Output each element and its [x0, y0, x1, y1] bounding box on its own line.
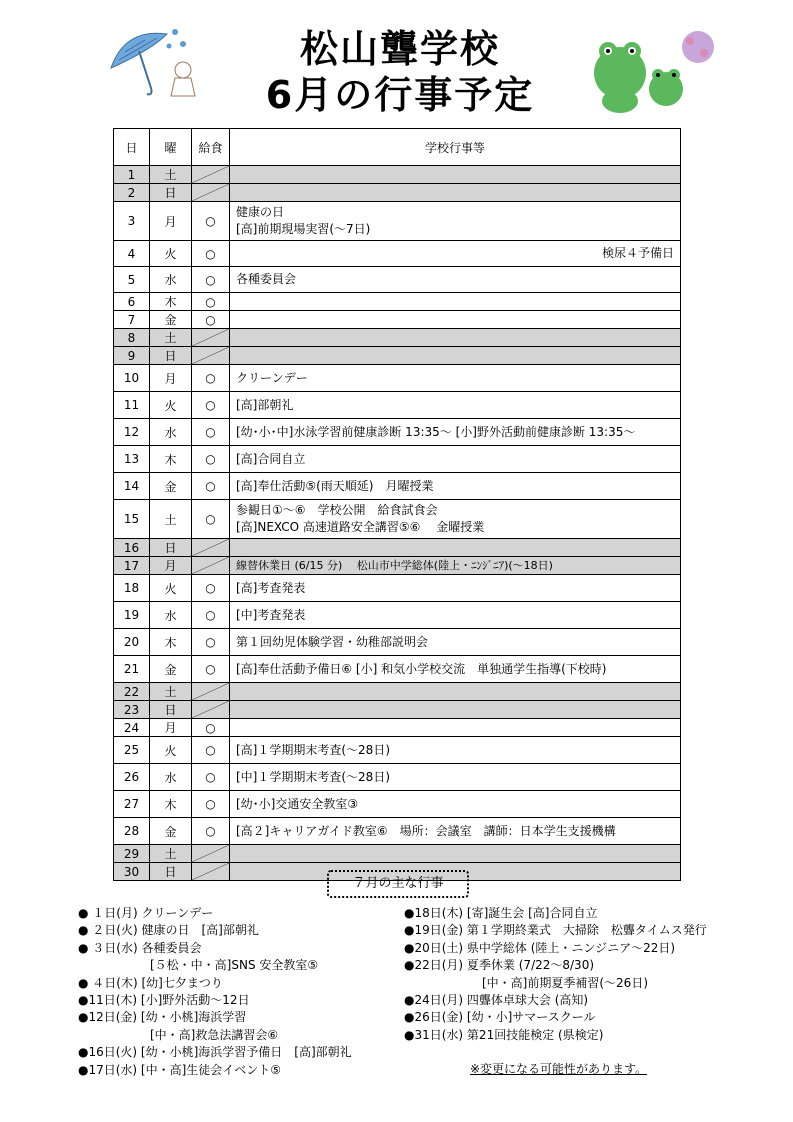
weekday-cell: 日 [150, 184, 192, 202]
events-cell [230, 365, 681, 392]
table-row [114, 764, 681, 791]
events-cell [230, 539, 681, 557]
july-item-text: 24日(月) 四聾体卓球大会 (高知) [414, 993, 589, 1007]
july-item [404, 992, 588, 1009]
weekday-cell: 木 [150, 629, 192, 656]
july-item [404, 905, 597, 922]
day-cell: 24 [114, 719, 150, 737]
table-row [114, 329, 681, 347]
day-cell: 1 [114, 166, 150, 184]
day-cell: 16 [114, 539, 150, 557]
no-lunch-slash [192, 166, 229, 183]
weekday-cell: 金 [150, 311, 192, 329]
weekday-cell: 金 [150, 818, 192, 845]
table-row [114, 202, 681, 241]
july-item-text: １日(月) クリーンデー [88, 906, 214, 920]
day-cell: 28 [114, 818, 150, 845]
bullet-icon: ● [78, 1045, 89, 1060]
lunch-cell [192, 863, 230, 881]
events-cell [230, 602, 681, 629]
weekday-cell: 土 [150, 500, 192, 539]
event-line: [高]奉仕活動⑤(雨天順延) 月曜授業 [236, 478, 434, 493]
lunch-cell: ○ [192, 365, 230, 392]
events-cell [230, 719, 681, 737]
day-cell: 19 [114, 602, 150, 629]
table-row [114, 419, 681, 446]
lunch-cell: ○ [192, 241, 230, 267]
weekday-cell: 日 [150, 863, 192, 881]
weekday-cell: 火 [150, 241, 192, 267]
july-item-text: 11日(木) [小]野外活動～12日 [88, 993, 250, 1007]
july-item [404, 1027, 603, 1044]
no-lunch-slash [192, 701, 229, 718]
table-row [114, 656, 681, 683]
july-heading: ７月の主な行事 [327, 870, 469, 898]
no-lunch-slash [192, 863, 229, 880]
lunch-cell: ○ [192, 602, 230, 629]
weekday-cell: 土 [150, 329, 192, 347]
table-row [114, 166, 681, 184]
events-cell [230, 184, 681, 202]
weekday-cell: 水 [150, 602, 192, 629]
july-item [150, 1027, 278, 1044]
events-cell [230, 419, 681, 446]
events-cell [230, 764, 681, 791]
lunch-cell: ○ [192, 419, 230, 446]
july-item-text: 20日(土) 県中学総体 (陸上・ニンジニア～22日) [414, 940, 676, 955]
day-cell: 25 [114, 737, 150, 764]
events-cell [230, 656, 681, 683]
lunch-cell: ○ [192, 446, 230, 473]
july-item [404, 922, 707, 939]
events-cell [230, 557, 681, 575]
page-title-month: 6月の行事予定 [265, 73, 535, 117]
july-item [482, 975, 648, 992]
lunch-cell: ○ [192, 719, 230, 737]
event-line: [中]１学期期末考査(～28日) [236, 769, 390, 784]
event-line: 第１回幼児体験学習・幼稚部説明会 [236, 634, 429, 649]
events-cell [230, 473, 681, 500]
day-cell: 12 [114, 419, 150, 446]
july-item-text: ３日(水) 各種委員会 [88, 940, 202, 955]
day-cell: 15 [114, 500, 150, 539]
no-lunch-slash [192, 683, 229, 700]
july-item [78, 975, 223, 992]
weekday-cell: 日 [150, 347, 192, 365]
bullet-icon: ● [78, 923, 89, 938]
bullet-icon: ● [404, 923, 415, 938]
weekday-cell: 月 [150, 719, 192, 737]
weekday-cell: 土 [150, 683, 192, 701]
day-cell: 21 [114, 656, 150, 683]
day-cell: 11 [114, 392, 150, 419]
event-line: [高]１学期期末考査(～28日) [236, 742, 390, 757]
day-cell: 22 [114, 683, 150, 701]
weekday-cell: 水 [150, 764, 192, 791]
event-line: [高]考査発表 [236, 580, 306, 595]
lunch-cell [192, 845, 230, 863]
weekday-cell: 金 [150, 473, 192, 500]
bullet-icon: ● [78, 1010, 89, 1025]
weekday-cell: 月 [150, 365, 192, 392]
table-row [114, 701, 681, 719]
lunch-cell [192, 329, 230, 347]
bullet-icon: ● [78, 993, 89, 1007]
event-line: [幼･小･中]水泳学習前健康診断 13:35～ [小]野外活動前健康診断 13:35～ [236, 424, 636, 439]
events-cell [230, 267, 681, 293]
events-cell [230, 166, 681, 184]
weekday-cell: 金 [150, 656, 192, 683]
table-row [114, 446, 681, 473]
day-cell: 4 [114, 241, 150, 267]
header-day: 日 [114, 129, 150, 166]
events-cell [230, 818, 681, 845]
lunch-cell [192, 166, 230, 184]
july-item [78, 1044, 352, 1061]
umbrella-illustration [105, 20, 200, 110]
bullet-icon: ● [404, 940, 415, 955]
table-row [114, 791, 681, 818]
weekday-cell: 水 [150, 267, 192, 293]
day-cell: 10 [114, 365, 150, 392]
table-row [114, 293, 681, 311]
july-item [404, 957, 594, 974]
july-item [78, 905, 213, 922]
events-cell [230, 500, 681, 539]
lunch-cell [192, 347, 230, 365]
lunch-cell: ○ [192, 818, 230, 845]
day-cell: 20 [114, 629, 150, 656]
day-cell: 6 [114, 293, 150, 311]
events-cell [230, 202, 681, 241]
events-cell [230, 347, 681, 365]
table-row [114, 629, 681, 656]
event-line: [中]考査発表 [236, 607, 306, 622]
schedule-table [113, 128, 681, 881]
lunch-cell [192, 683, 230, 701]
table-row [114, 683, 681, 701]
events-cell [230, 241, 681, 267]
no-lunch-slash [192, 347, 229, 364]
day-cell: 8 [114, 329, 150, 347]
table-row [114, 737, 681, 764]
weekday-cell: 日 [150, 539, 192, 557]
events-cell [230, 845, 681, 863]
weekday-cell: 木 [150, 791, 192, 818]
bullet-icon: ● [78, 1062, 89, 1077]
lunch-cell: ○ [192, 500, 230, 539]
table-row [114, 818, 681, 845]
event-line: 線替休業日 (6/15 分) 松山市中学総体(陸上・ﾆﾝｼﾞﾆｱ)(～18日) [236, 558, 553, 572]
july-item [78, 1062, 281, 1079]
lunch-cell [192, 557, 230, 575]
bullet-icon: ● [404, 1027, 415, 1042]
july-item-text: ２日(火) 健康の日 [高]部朝礼 [88, 923, 259, 938]
header-lunch: 給食 [192, 129, 230, 166]
table-header-row [114, 129, 681, 166]
no-lunch-slash [192, 845, 229, 862]
table-row [114, 845, 681, 863]
july-item-text: 12日(金) [幼・小桃]海浜学習 [88, 1010, 247, 1025]
event-line: [高]奉仕活動予備日⑥ [小] 和気小学校交流 単独通学生指導(下校時) [236, 661, 607, 676]
july-item-text: ４日(木) [幼]七夕まつり [88, 975, 223, 990]
july-item [78, 940, 201, 957]
events-cell [230, 311, 681, 329]
july-item [78, 1009, 246, 1026]
day-cell: 18 [114, 575, 150, 602]
lunch-cell: ○ [192, 202, 230, 241]
events-cell [230, 575, 681, 602]
lunch-cell: ○ [192, 473, 230, 500]
lunch-cell: ○ [192, 392, 230, 419]
july-item-text: [５松・中・高]SNS 安全教室⑤ [150, 958, 319, 973]
page-title-school: 松山聾学校 [299, 27, 500, 71]
day-cell: 27 [114, 791, 150, 818]
no-lunch-slash [192, 557, 229, 574]
day-cell: 5 [114, 267, 150, 293]
event-line: 参観日①～⑥ 学校公開 給食試食会 [236, 503, 438, 517]
lunch-cell: ○ [192, 267, 230, 293]
table-row [114, 473, 681, 500]
table-row [114, 365, 681, 392]
weekday-cell: 水 [150, 419, 192, 446]
july-item-text: [中・高]救急法講習会⑥ [150, 1027, 279, 1042]
weekday-cell: 火 [150, 575, 192, 602]
day-cell: 17 [114, 557, 150, 575]
lunch-cell: ○ [192, 656, 230, 683]
bullet-icon: ● [78, 940, 89, 955]
event-line: [高]NEXCO 高速道路安全講習⑤⑥ 金曜授業 [236, 520, 485, 534]
frog-illustration [590, 25, 720, 117]
events-cell [230, 392, 681, 419]
table-row [114, 557, 681, 575]
bullet-icon: ● [404, 993, 415, 1007]
events-cell [230, 629, 681, 656]
table-row [114, 267, 681, 293]
weekday-cell: 土 [150, 845, 192, 863]
event-line: 各種委員会 [236, 272, 297, 286]
events-cell [230, 701, 681, 719]
july-item [78, 992, 250, 1009]
table-row [114, 500, 681, 539]
lunch-cell: ○ [192, 293, 230, 311]
no-lunch-slash [192, 184, 229, 201]
event-line: [高]前期現場実習(～7日) [236, 222, 371, 236]
july-item [404, 940, 675, 957]
weekday-cell: 火 [150, 737, 192, 764]
bullet-icon: ● [404, 958, 415, 973]
event-line: 検尿４予備日 [601, 246, 674, 260]
table-row [114, 719, 681, 737]
table-row [114, 602, 681, 629]
july-item [78, 922, 259, 939]
lunch-cell: ○ [192, 764, 230, 791]
table-row [114, 311, 681, 329]
events-cell [230, 293, 681, 311]
weekday-cell: 月 [150, 202, 192, 241]
no-lunch-slash [192, 539, 229, 556]
july-item-text: [中・高]前期夏季補習(～26日) [482, 975, 648, 990]
header-events: 学校行事等 [230, 129, 681, 166]
lunch-cell [192, 701, 230, 719]
day-cell: 7 [114, 311, 150, 329]
event-line: [高２]キャリアガイド教室⑥ 場所：会議室 講師：日本学生支援機構 [236, 823, 616, 838]
weekday-cell: 火 [150, 392, 192, 419]
day-cell: 9 [114, 347, 150, 365]
july-item-text: 22日(月) 夏季休業 (7/22～8/30) [414, 958, 595, 973]
events-cell [230, 737, 681, 764]
weekday-cell: 土 [150, 166, 192, 184]
table-row [114, 241, 681, 267]
table-row [114, 347, 681, 365]
lunch-cell: ○ [192, 737, 230, 764]
bullet-icon: ● [404, 906, 415, 920]
lunch-cell: ○ [192, 575, 230, 602]
day-cell: 13 [114, 446, 150, 473]
day-cell: 26 [114, 764, 150, 791]
weekday-cell: 月 [150, 557, 192, 575]
lunch-cell [192, 184, 230, 202]
lunch-cell: ○ [192, 629, 230, 656]
events-cell [230, 329, 681, 347]
july-item-text: 26日(金) [幼・小]サマースクール [414, 1010, 596, 1025]
change-note: ※変更になる可能性があります。 [470, 1062, 648, 1076]
day-cell: 3 [114, 202, 150, 241]
event-line: クリーンデー [236, 370, 308, 385]
day-cell: 29 [114, 845, 150, 863]
july-item-text: 19日(金) 第１学期終業式 大掃除 松聾タイムス発行 [414, 923, 707, 938]
day-cell: 23 [114, 701, 150, 719]
table-row [114, 539, 681, 557]
event-line: [高]合同自立 [236, 451, 306, 466]
july-item-text: 17日(水) [中・高]生徒会イベント⑤ [88, 1062, 282, 1077]
table-row [114, 184, 681, 202]
lunch-cell: ○ [192, 791, 230, 818]
event-line: [高]部朝礼 [236, 397, 294, 412]
no-lunch-slash [192, 329, 229, 346]
july-item-text: 16日(火) [幼・小桃]海浜学習予備日 [高]部朝礼 [88, 1045, 352, 1060]
events-cell [230, 446, 681, 473]
weekday-cell: 日 [150, 701, 192, 719]
bullet-icon: ● [78, 906, 89, 920]
day-cell: 30 [114, 863, 150, 881]
table-row [114, 575, 681, 602]
event-line: 健康の日 [236, 205, 285, 219]
weekday-cell: 木 [150, 293, 192, 311]
table-row [114, 392, 681, 419]
july-item-text: 31日(水) 第21回技能検定 (県検定) [414, 1027, 604, 1042]
events-cell [230, 683, 681, 701]
event-line: [幼･小]交通安全教室③ [236, 796, 359, 811]
july-item-text: 18日(木) [寄]誕生会 [高]合同自立 [414, 906, 598, 920]
lunch-cell [192, 539, 230, 557]
events-cell [230, 791, 681, 818]
day-cell: 2 [114, 184, 150, 202]
day-cell: 14 [114, 473, 150, 500]
lunch-cell: ○ [192, 311, 230, 329]
header-weekday: 曜 [150, 129, 192, 166]
weekday-cell: 木 [150, 446, 192, 473]
july-item [150, 957, 318, 974]
bullet-icon: ● [404, 1010, 415, 1025]
july-item [404, 1009, 595, 1026]
bullet-icon: ● [78, 975, 89, 990]
